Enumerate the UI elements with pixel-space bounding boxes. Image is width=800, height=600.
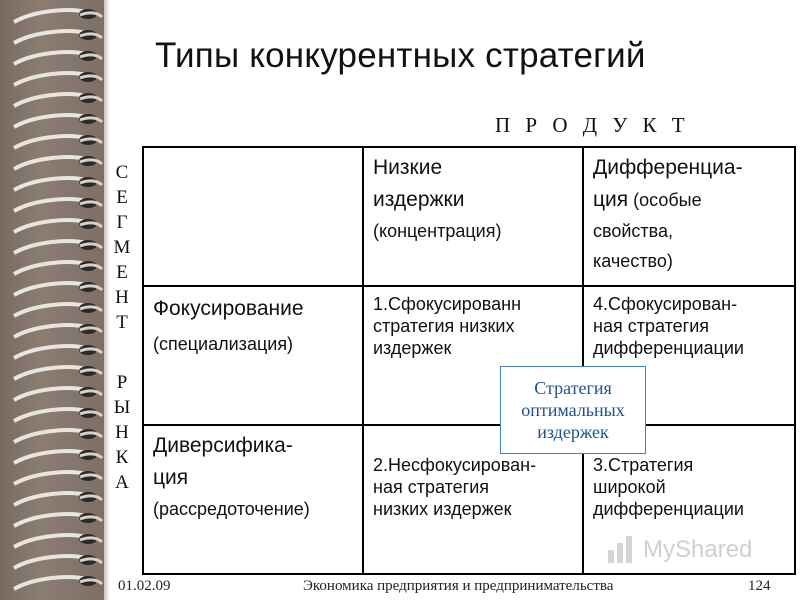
product-axis-label: П Р О Д У К Т xyxy=(495,113,690,137)
ring-wire xyxy=(14,136,86,148)
strategy-matrix xyxy=(142,146,796,575)
row-head-text: Фокусирование xyxy=(153,297,304,320)
header-low-costs xyxy=(363,147,583,286)
header-text: Низкие xyxy=(373,156,443,179)
row-head-text: Диверсифика- xyxy=(153,434,293,457)
header-text: ция xyxy=(593,188,629,211)
header-subtext: (концентрация) xyxy=(373,221,502,241)
segment-letter: Н xyxy=(115,287,129,308)
table-row-header xyxy=(143,147,795,286)
segment-letter: Т xyxy=(116,312,128,333)
ring-wire xyxy=(14,73,86,85)
footer-course: Экономика предприятия и предпринимательства xyxy=(303,578,614,594)
watermark-text: MyShared xyxy=(643,536,753,563)
ring-wire xyxy=(14,52,86,64)
slide-title: Типы конкурентных стратегий xyxy=(155,36,646,75)
ring-wire xyxy=(14,304,86,316)
segment-letter: Н xyxy=(115,422,129,443)
segment-letter: А xyxy=(115,472,129,493)
cell-text: низких издержек xyxy=(373,499,512,519)
row-head-focusing xyxy=(143,286,363,425)
row-head-text: ция xyxy=(153,466,189,489)
header-differentiation xyxy=(583,147,795,286)
ring-wire xyxy=(14,535,86,547)
segment-gap xyxy=(111,335,133,370)
cell-text: ная стратегия xyxy=(593,316,709,336)
cell-text: 1.Сфокусированн xyxy=(373,294,522,314)
ring-wire xyxy=(14,409,86,421)
cell-text: дифференциации xyxy=(593,499,744,519)
cell-text: дифференциации xyxy=(593,338,744,358)
table-row-focusing xyxy=(143,286,795,425)
spiral-rings xyxy=(0,0,110,600)
header-subtext: свойства, xyxy=(593,221,674,241)
ring-wire xyxy=(14,220,86,232)
ring-wire xyxy=(14,472,86,484)
ring-wire xyxy=(14,178,86,190)
cell-text: 3.Стратегия xyxy=(593,455,694,475)
segment-letter: С xyxy=(115,162,129,183)
footer-date: 01.02.09 xyxy=(118,578,171,594)
ring-wire xyxy=(14,430,86,442)
ring-wire xyxy=(14,157,86,169)
row-head-subtext: (рассредоточение) xyxy=(153,499,310,519)
header-subtext: (особые xyxy=(628,190,702,210)
segment-letter: Е xyxy=(116,262,128,283)
ring-wire xyxy=(14,388,86,400)
cell-text: издержек xyxy=(373,338,452,358)
ring-wire xyxy=(14,115,86,127)
ring-wire xyxy=(14,493,86,505)
footer-page-number: 124 xyxy=(748,578,771,594)
watermark-logo-icon xyxy=(605,532,639,566)
cell-text: 4.Сфокусирован- xyxy=(593,294,738,314)
cell-text: стратегия низких xyxy=(373,316,515,336)
header-text-line xyxy=(593,184,786,216)
cell-text: 2.Несфокусирован- xyxy=(373,455,537,475)
header-text: издержки xyxy=(373,188,465,211)
optimal-costs-callout xyxy=(500,366,646,454)
ring-wire xyxy=(14,451,86,463)
segment-letter: К xyxy=(115,447,129,468)
segment-letter: Ы xyxy=(113,397,131,418)
watermark xyxy=(605,532,775,568)
callout-text: оптимальных xyxy=(521,400,625,420)
ring-wire xyxy=(14,262,86,274)
ring-wire xyxy=(14,10,86,22)
ring-wire xyxy=(14,577,86,589)
header-text: Дифференциа- xyxy=(593,156,743,179)
corner-cell xyxy=(143,147,363,286)
segment-axis-label xyxy=(111,160,133,495)
ring-wire xyxy=(14,556,86,568)
ring-wire xyxy=(14,199,86,211)
callout-text: издержек xyxy=(537,422,609,442)
segment-letter: Р xyxy=(116,372,128,393)
ring-wire xyxy=(14,367,86,379)
segment-letter: М xyxy=(113,237,131,258)
ring-wire xyxy=(14,31,86,43)
segment-letter: Г xyxy=(116,212,128,233)
ring-wire xyxy=(14,346,86,358)
row-head-subtext: (специализация) xyxy=(153,334,294,354)
callout-text: Стратегия xyxy=(534,378,612,398)
ring-wire xyxy=(14,241,86,253)
ring-wire xyxy=(14,94,86,106)
cell-text: широкой xyxy=(593,477,666,497)
row-head-diversification xyxy=(143,425,363,574)
ring-wire xyxy=(14,325,86,337)
cell-text: ная стратегия xyxy=(373,477,489,497)
ring-wire xyxy=(14,514,86,526)
header-subtext: качество) xyxy=(593,251,673,271)
segment-letter: Е xyxy=(116,187,128,208)
ring-wire xyxy=(14,283,86,295)
